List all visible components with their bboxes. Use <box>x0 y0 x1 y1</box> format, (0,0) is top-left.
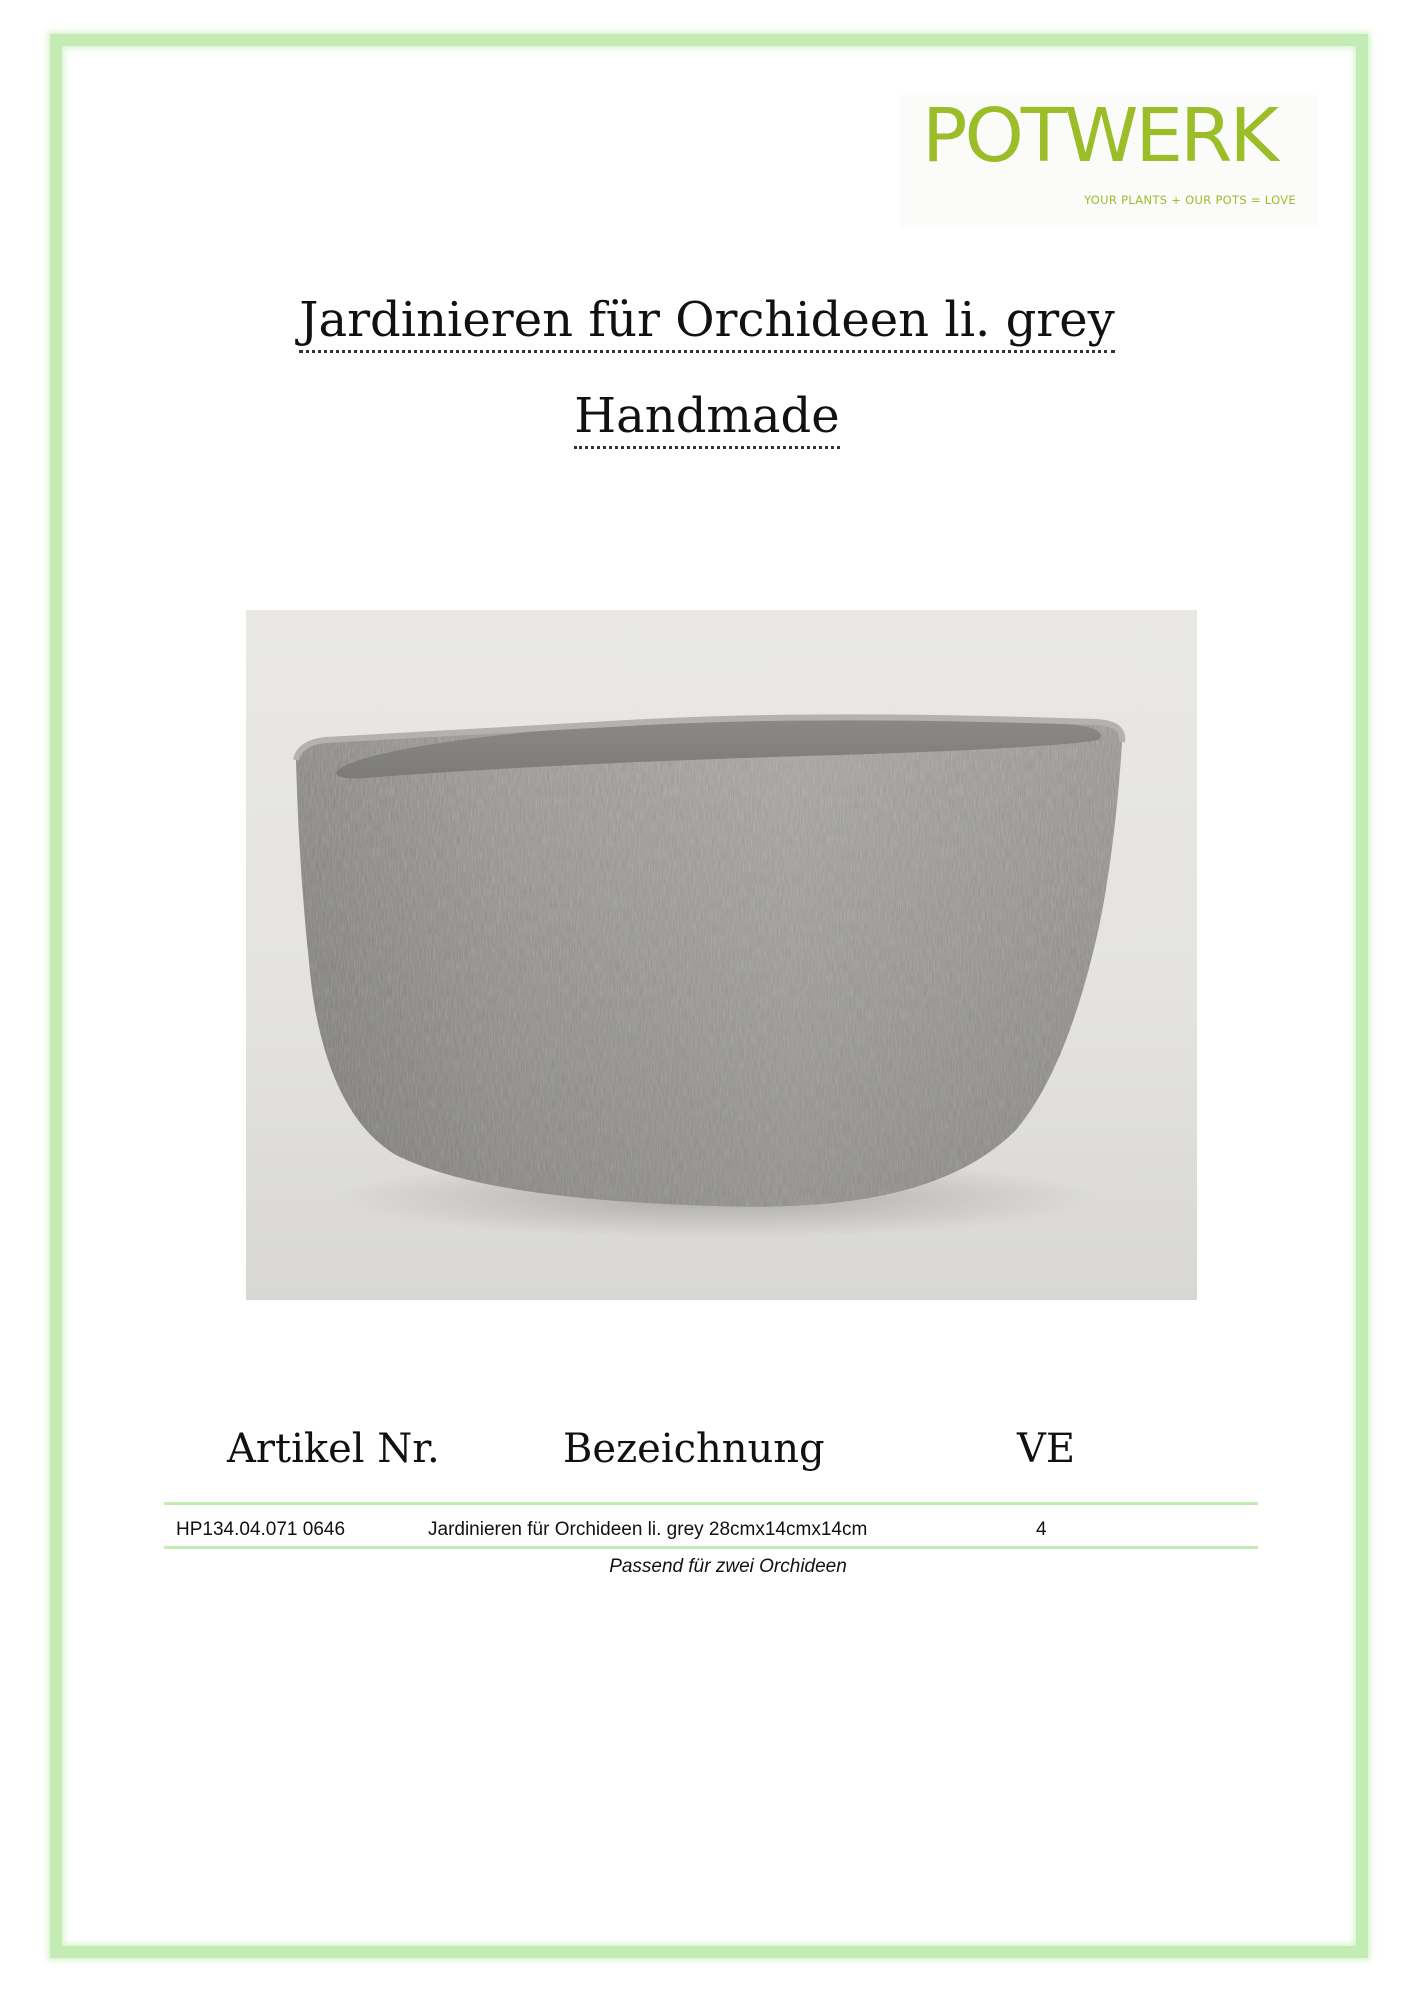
product-photo <box>246 610 1197 1300</box>
brand-logo <box>900 95 1318 227</box>
product-title-text: Jardinieren für Orchideen li. grey <box>299 292 1115 353</box>
table-rule-top <box>164 1502 1258 1505</box>
header-artikel: Artikel Nr. <box>227 1426 440 1472</box>
brand-tagline: YOUR PLANTS + OUR POTS = LOVE <box>1084 193 1296 207</box>
cell-ve: 4 <box>1036 1519 1047 1540</box>
cell-artikel: HP134.04.071 0646 <box>176 1519 346 1540</box>
product-title <box>0 292 1414 348</box>
table-rule-bottom <box>164 1546 1258 1549</box>
cell-bezeichnung: Jardinieren für Orchideen li. grey 28cmx14cmx14cm <box>428 1519 868 1540</box>
planter-shading <box>296 717 1122 1206</box>
header-bezeichnung: Bezeichnung <box>563 1426 825 1472</box>
planter-illustration <box>246 610 1197 1300</box>
product-note: Passend für zwei Orchideen <box>609 1556 847 1577</box>
brand-name: POTWERK <box>922 93 1276 179</box>
product-subtitle-text: Handmade <box>574 388 839 449</box>
header-ve: VE <box>1017 1426 1076 1472</box>
product-subtitle <box>0 388 1414 444</box>
